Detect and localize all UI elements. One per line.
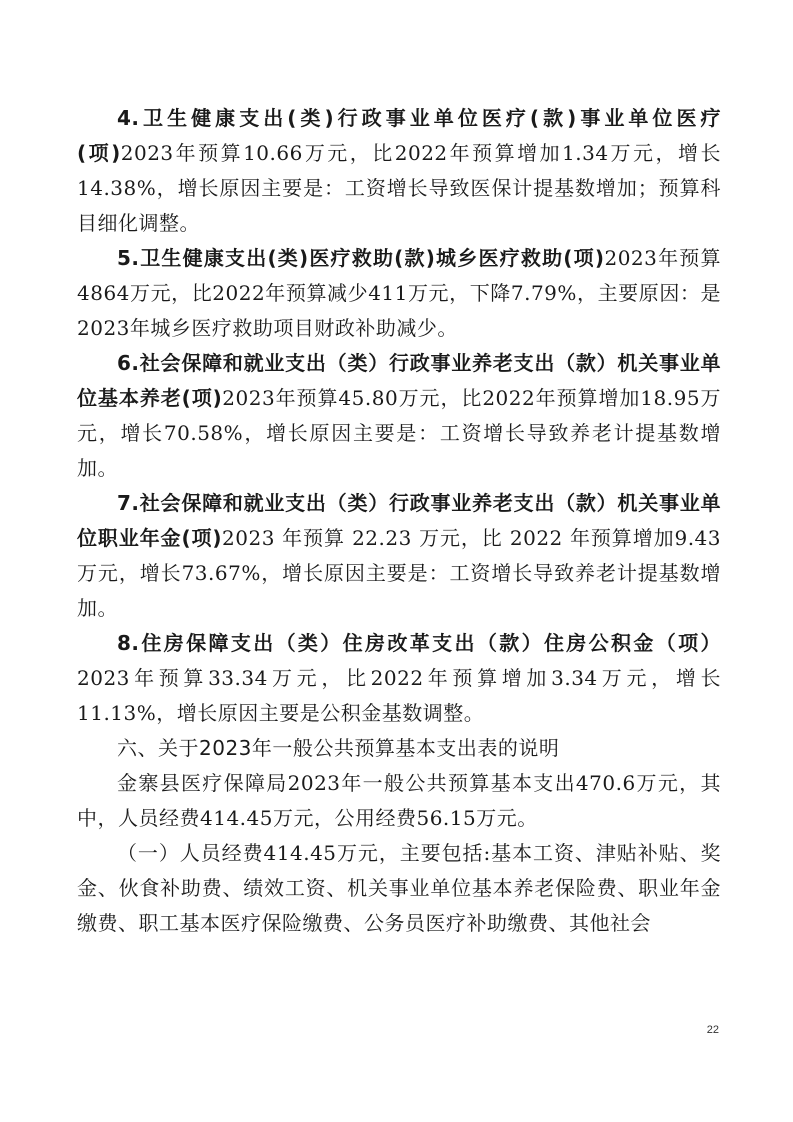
page-number: 22 xyxy=(706,1024,719,1036)
paragraph-item-6 xyxy=(77,346,721,486)
item-heading: 8.住房保障支出（类）住房改革支出（款）住房公积金（项） xyxy=(117,631,721,655)
document-body xyxy=(77,101,721,941)
item-heading: 7.社会保障和就业支出（类）行政事业养老支出（款）机关事业单位职业年金(项) xyxy=(77,491,721,550)
item-heading: 5.卫生健康支出(类)医疗救助(款)城乡医疗救助(项) xyxy=(117,246,605,270)
section-heading: 六、关于2023年一般公共预算基本支出表的说明 xyxy=(117,736,560,760)
section-paragraph: 金寨县医疗保障局2023年一般公共预算基本支出470.6万元，其中，人员经费414.45万元，公用经费56.15万元。 xyxy=(77,771,721,830)
paragraph-item-7 xyxy=(77,486,721,626)
paragraph-item-8 xyxy=(77,626,721,731)
item-text: 2023年预算45.80万元，比2022年预算增加18.95万元，增长70.58%，增长原因主要是：工资增长导致养老计提基数增加。 xyxy=(77,386,721,480)
item-heading: 4.卫生健康支出(类)行政事业单位医疗(款)事业单位医疗(项) xyxy=(77,106,721,165)
item-heading: 6.社会保障和就业支出（类）行政事业养老支出（款）机关事业单位基本养老(项) xyxy=(77,351,721,410)
paragraph-item-5 xyxy=(77,241,721,346)
item-text: 2023年预算4864万元，比2022年预算减少411万元，下降7.79%，主要原因：是2023年城乡医疗救助项目财政补助减少。 xyxy=(77,246,721,340)
item-text: 2023年预算33.34万元，比2022年预算增加3.34万元，增长11.13%，增长原因主要是公积金基数调整。 xyxy=(77,666,721,725)
section-paragraph: （一）人员经费414.45万元，主要包括:基本工资、津贴补贴、奖金、伙食补助费、绩效工资、机关事业单位基本养老保险费、职业年金缴费、职工基本医疗保险缴费、公务员医疗补助缴费、其他社会 xyxy=(77,841,721,935)
paragraph-item-4 xyxy=(77,101,721,241)
item-text: 2023 年预算 22.23 万元，比 2022 年预算增加9.43万元，增长73.67%，增长原因主要是：工资增长导致养老计提基数增加。 xyxy=(77,526,722,620)
item-text: 2023年预算10.66万元，比2022年预算增加1.34万元，增长14.38%，增长原因主要是：工资增长导致医保计提基数增加；预算科目细化调整。 xyxy=(77,141,721,235)
